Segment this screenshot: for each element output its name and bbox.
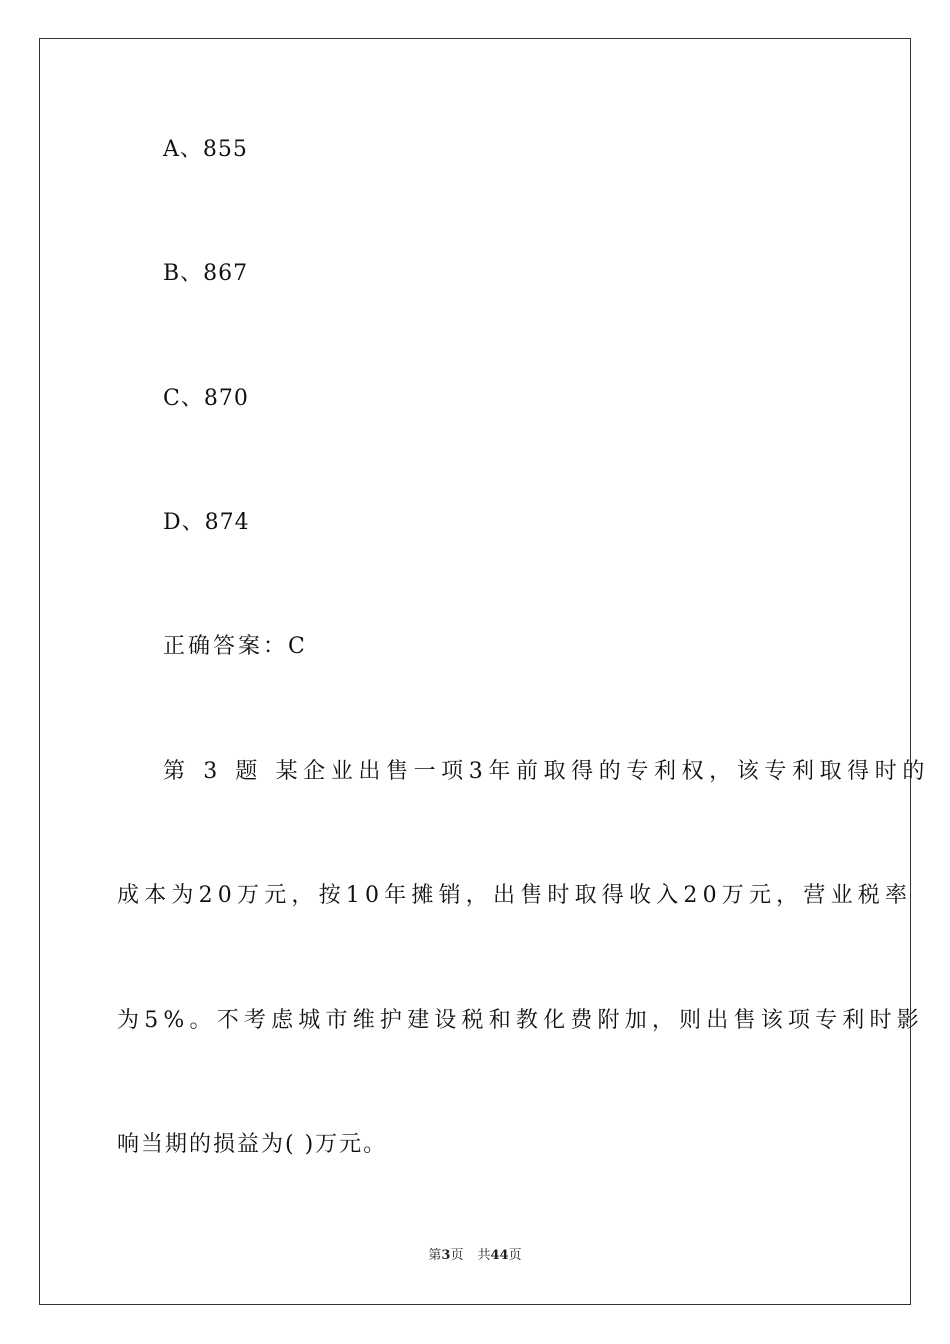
- footer-total-prefix: 共: [477, 1248, 491, 1263]
- option-c: C、870: [163, 386, 249, 411]
- question-line-1: 第 3 题 某企业出售一项3年前取得的专利权，该专利取得时的: [163, 759, 930, 784]
- footer-page-prefix: 第: [428, 1248, 442, 1263]
- correct-answer: 正确答案：C: [163, 634, 308, 659]
- footer-page-suffix: 页: [450, 1248, 464, 1263]
- question-line-4: 响当期的损益为( )万元。: [117, 1132, 388, 1157]
- option-a: A、855: [163, 137, 248, 162]
- option-d: D、874: [163, 510, 250, 535]
- question-line-3: 为5%。不考虑城市维护建设税和教化费附加，则出售该项专利时影: [117, 1008, 924, 1033]
- option-b: B、867: [163, 261, 249, 286]
- page-footer: [0, 1248, 950, 1264]
- question-line-2: 成本为20万元，按10年摊销，出售时取得收入20万元，营业税率: [117, 883, 913, 908]
- footer-total-number: 44: [490, 1248, 509, 1263]
- footer-page-number: 3: [441, 1248, 451, 1263]
- footer-total-suffix: 页: [508, 1248, 522, 1263]
- page-border: [39, 38, 911, 1305]
